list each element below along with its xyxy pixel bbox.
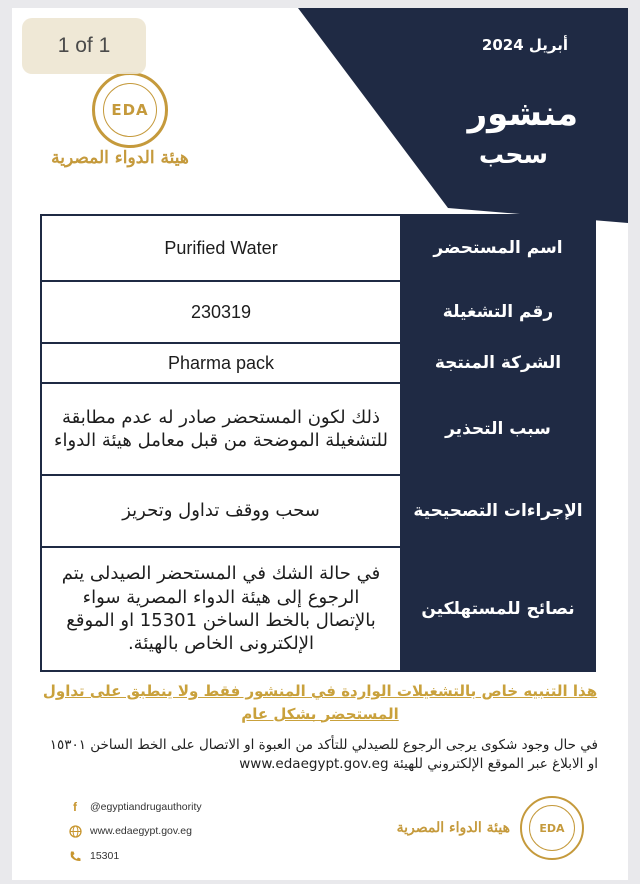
footer-logo [397, 796, 584, 860]
batch-notice: هذا التنبيه خاص بالتشغيلات الواردة في المنشور فقط ولا ينطبق على تداول المستحضر بشكل عام [42, 682, 598, 723]
consumer-advice-label: نصائح للمستهلكين [401, 547, 595, 671]
consumer-advice-value: في حالة الشك في المستحضر الصيدلى يتم الرجوع إلى هيئة الدواء المصرية سواء بالإتصال بالخط الساخن 15301 او الموقع الإلكترونى الخاص بالهيئة. [41, 547, 401, 671]
manufacturer-value: Pharma pack [41, 343, 401, 383]
complaint-text: في حال وجود شكوى يرجى الرجوع للصيدلي للتأكد من العبوة او الاتصال على الخط الساخن ١٥٣٠١ او الابلاغ عبر الموقع الإلكتروني للهيئة www.edaegypt.gov.eg [49, 737, 598, 772]
publish-date: أبريل 2024 [481, 36, 568, 54]
logo-emblem-text: EDA [111, 101, 149, 119]
corrective-actions-label: الإجراءات التصحيحية [401, 475, 595, 547]
facebook-icon: f [73, 800, 77, 814]
batch-number-label: رقم التشغيلة [401, 281, 595, 343]
facebook-contact[interactable] [68, 800, 202, 814]
product-info-table [40, 214, 596, 672]
table-row [41, 547, 595, 671]
document-subtitle: سحب [478, 140, 548, 169]
footer [68, 794, 588, 874]
recall-document [12, 8, 628, 880]
globe-icon [68, 824, 82, 838]
website-contact[interactable] [68, 824, 192, 838]
banner-shape [298, 8, 628, 223]
page-counter: 1 of 1 [22, 18, 146, 74]
table-row [41, 475, 595, 547]
eda-logo [92, 72, 168, 148]
phone-icon [68, 849, 82, 863]
eda-seal-icon [520, 796, 584, 860]
header-banner [298, 8, 628, 223]
hotline-number: 15301 [90, 850, 120, 862]
product-name-value: Purified Water [41, 215, 401, 281]
corrective-actions-value: سحب ووقف تداول وتحريز [41, 475, 401, 547]
website-url: www.edaegypt.gov.eg [90, 825, 192, 837]
warning-reason-label: سبب التحذير [401, 383, 595, 475]
footer-arabic-name: هيئة الدواء المصرية [396, 820, 510, 836]
eda-emblem-icon [92, 72, 168, 148]
manufacturer-label: الشركة المنتجة [401, 343, 595, 383]
footer-emblem-text: EDA [539, 821, 565, 835]
table-row [41, 281, 595, 343]
table-row [41, 215, 595, 281]
facebook-handle: @egyptiandrugauthority [90, 801, 202, 813]
table-row [41, 343, 595, 383]
hotline-contact[interactable] [68, 849, 119, 863]
product-name-label: اسم المستحضر [401, 215, 595, 281]
document-title: منشور [467, 94, 578, 134]
logo-arabic-name: هيئة الدواء المصرية [51, 148, 189, 168]
table-row [41, 383, 595, 475]
batch-number-value: 230319 [41, 281, 401, 343]
warning-reason-value: ذلك لكون المستحضر صادر له عدم مطابقة للتشغيلة الموضحة من قبل معامل هيئة الدواء [41, 383, 401, 475]
